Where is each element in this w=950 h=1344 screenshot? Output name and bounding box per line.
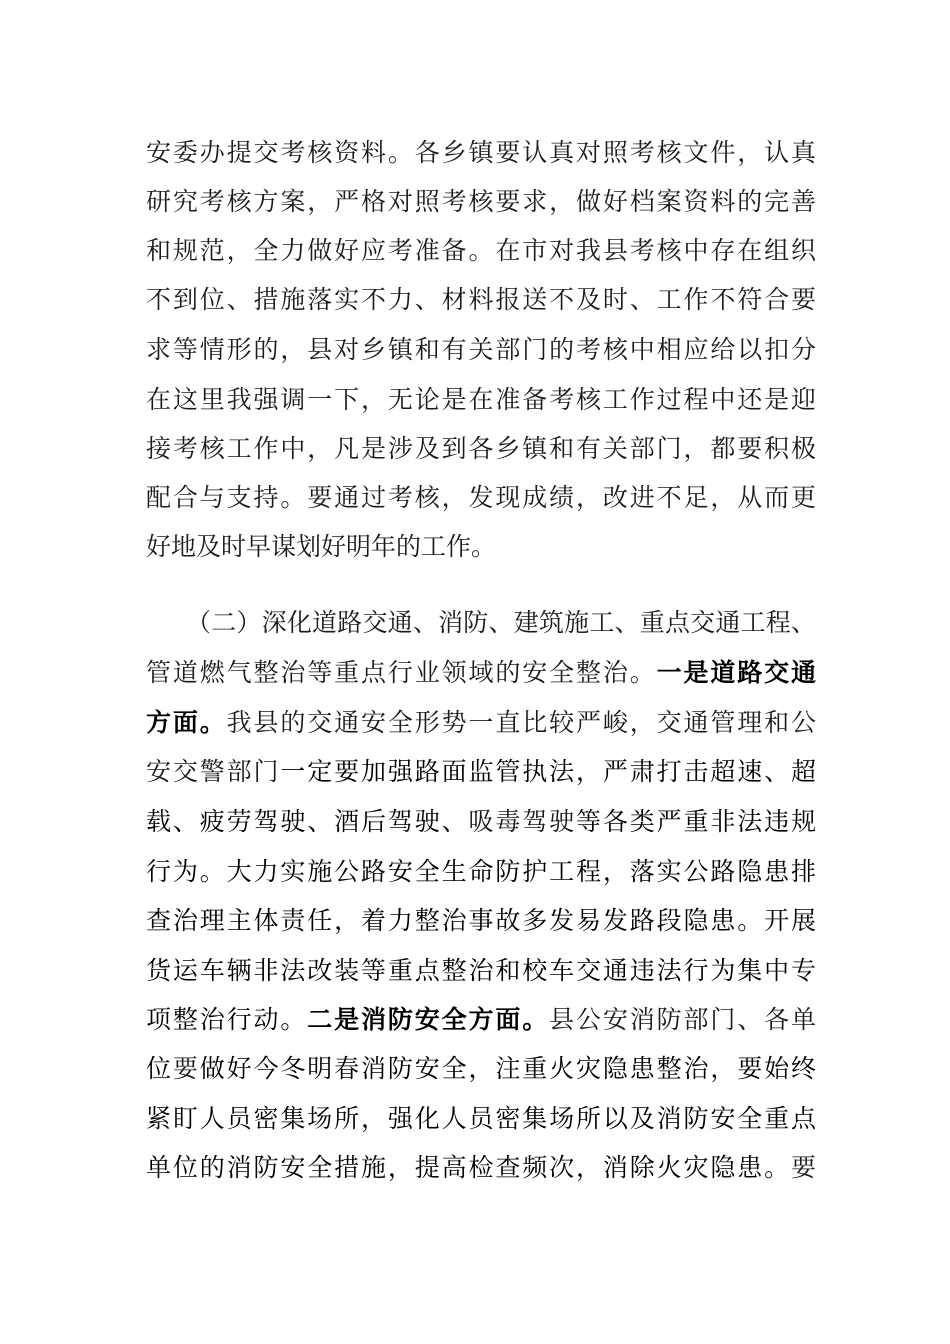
text-segment-sans: 等各类严重非法违规 [575,807,816,836]
text-segment: 安交警部门 [146,757,281,786]
text-segment-sans: 位 [146,1054,173,1083]
paragraph-2-line-12 [146,1148,816,1188]
paragraph-2-line-3 [146,703,816,743]
paragraph-2-line-7: 查治理主体责任，着力整治事故多发易发路段隐患。开展 [146,906,816,935]
text-segment: 县公安消防部门、各单 [549,1005,816,1034]
text-segment-sans: 项整治行动。 [146,1005,308,1034]
paragraph-2-line-11: 紧盯人员密集场所，强化人员密集场所以及消防安全重点 [146,1104,816,1133]
paragraph-2-line-5 [146,802,816,842]
paragraph-1-line-1: 安委办提交考核资料。各乡镇要认真对照考核文件，认真 [146,138,816,167]
paragraph-2-line-2 [146,653,816,693]
text-segment: 管道燃气整治等重点行业领域的安全整治。 [146,658,657,687]
paragraph-1-line-4: 不到位、措施落实不力、材料报送不及时、工作不符合要 [146,285,816,314]
paragraph-1-line-2: 研究考核方案，严格对照考核要求，做好档案资料的完善 [146,187,816,216]
text-segment-sans: 一定要加强路面监管执法，严肃打击超速、超 [280,757,816,786]
paragraph-1-line-8: 配合与支持。要通过考核，发现成绩，改进不足，从而更 [146,483,816,512]
paragraph-2-line-4 [146,752,816,792]
bold-heading-road-traffic: 一是道路交通 [656,658,816,687]
text-segment-sans: 单位的消防安全措施，提高检查频次，消除火灾隐患。 [146,1153,791,1182]
paragraph-1-line-5: 求等情形的，县对乡镇和有关部门的考核中相应给以扣分 [146,335,816,364]
paragraph-2-line-9 [146,1000,816,1040]
text-segment: 吸毒驾驶 [468,807,576,836]
text-segment: 要 [172,1054,200,1083]
text-segment: 我县的交通安全形势一直比较严峻，交通管理和公 [226,708,816,737]
bold-heading-fire-safety: 二是消防安全方面。 [307,1005,550,1034]
paragraph-2-line-10 [146,1049,816,1089]
section-heading-line: （二）深化道路交通、消防、建筑施工、重点交通工程、 [186,608,816,637]
paragraph-2-line-6: 行为。大力实施公路安全生命防护工程，落实公路隐患排 [146,857,816,886]
paragraph-1-line-7: 接考核工作中，凡是涉及到各乡镇和有关部门，都要积极 [146,434,816,463]
paragraph-1-line-3: 和规范，全力做好应考准备。在市对我县考核中存在组织 [146,236,816,265]
bold-heading-road-traffic-end: 方面。 [146,708,227,737]
paragraph-2-line-8: 货运车辆非法改装等重点整治和校车交通违法行为集中专 [146,956,816,985]
text-segment-sans: 做好今冬明春消防安全，注重火灾隐患整治，要始终 [199,1054,816,1083]
paragraph-1-line-6: 在这里我强调一下，无论是在准备考核工作过程中还是迎 [146,385,816,414]
text-segment-sans: 载、疲劳驾驶、酒后驾驶、 [146,807,469,836]
paragraph-1-line-9: 好地及时早谋划好明年的工作。 [146,532,497,561]
text-segment: 要 [790,1153,816,1182]
